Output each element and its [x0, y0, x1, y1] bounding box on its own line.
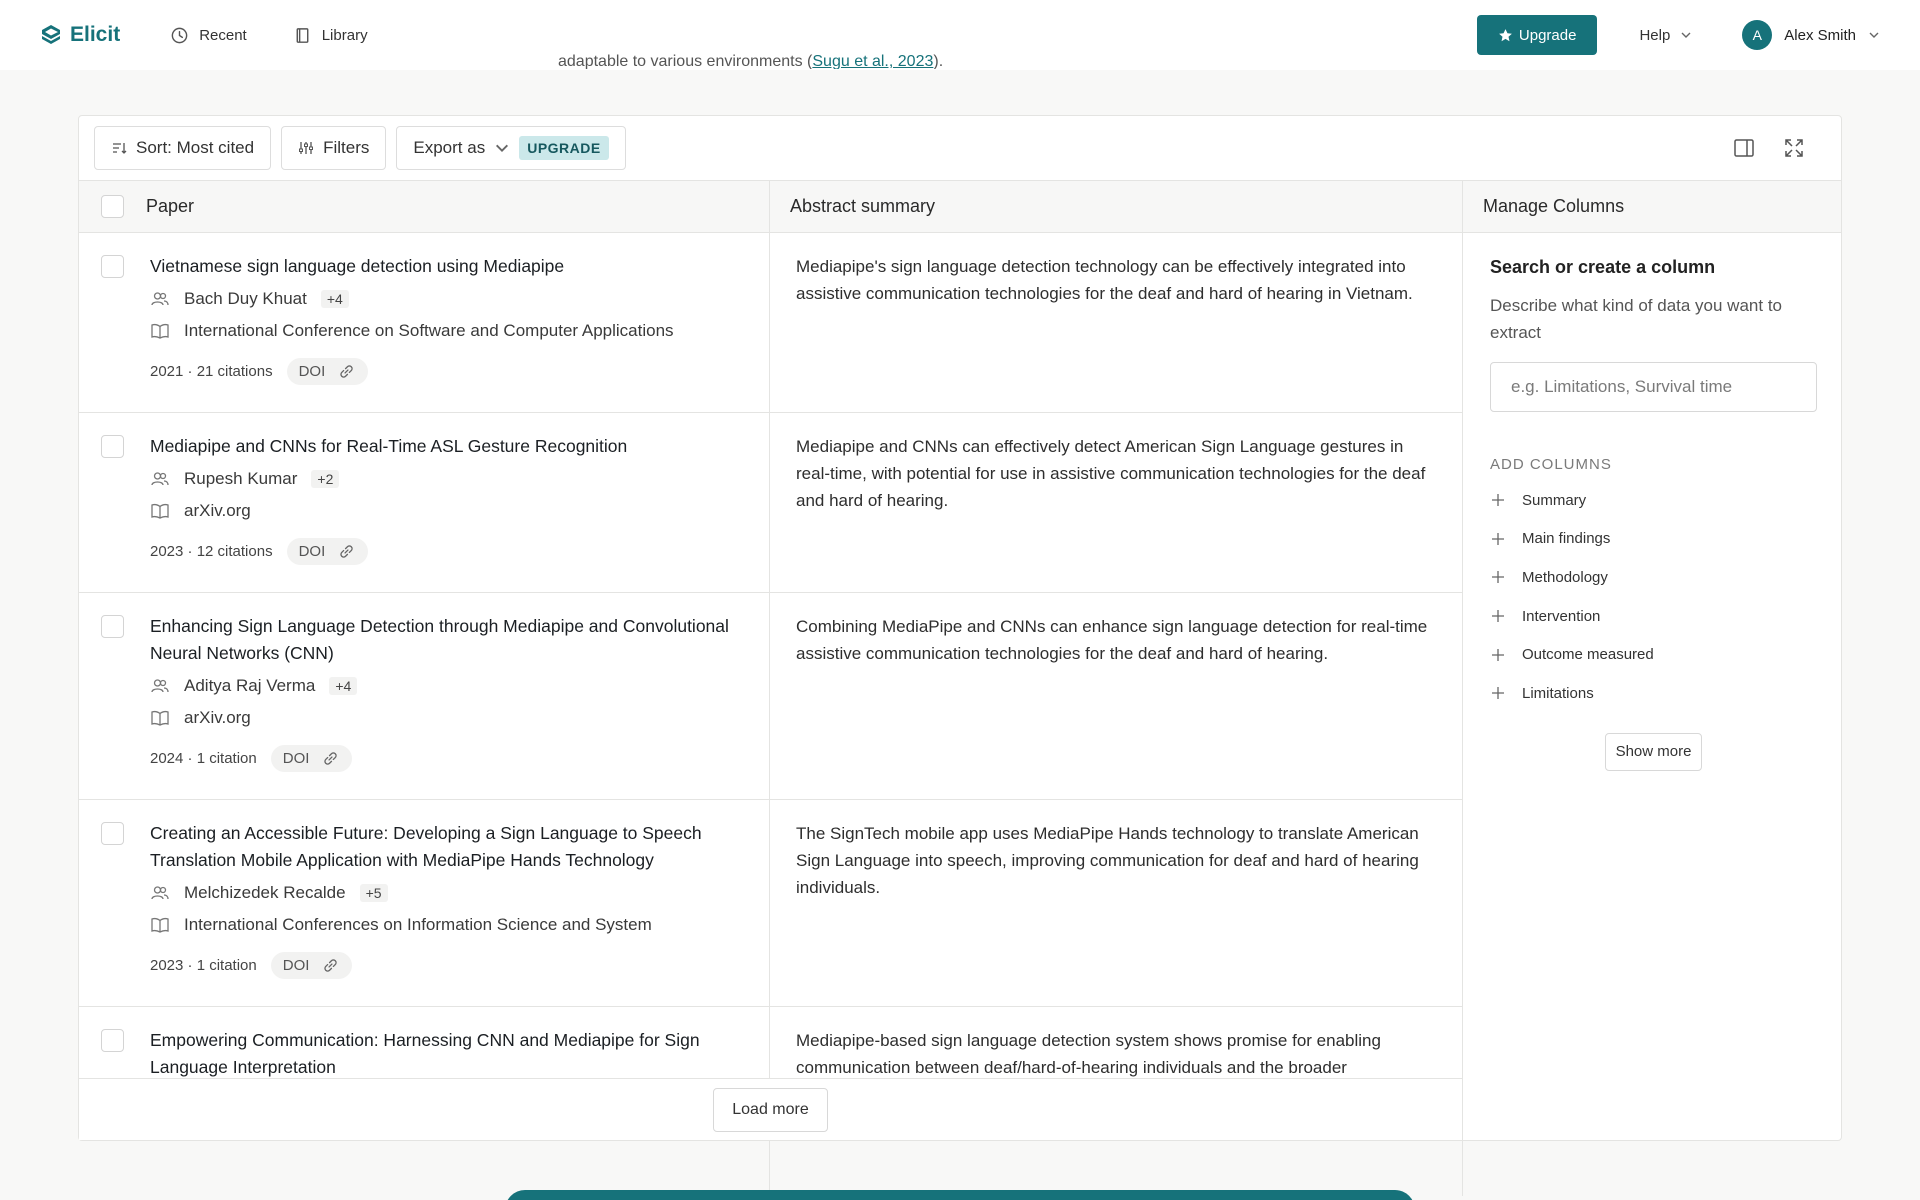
year-citations: 2023 · 1 citation — [150, 957, 257, 974]
add-column-label: Outcome measured — [1522, 646, 1654, 664]
table-row — [79, 413, 1463, 593]
link-icon — [321, 749, 340, 768]
nav-library-label: Library — [321, 26, 368, 44]
add-column-methodology[interactable] — [1490, 558, 1817, 597]
venue — [150, 500, 627, 522]
top-navigation — [0, 0, 1920, 70]
users-icon — [150, 883, 170, 903]
bookmark-icon — [293, 26, 312, 45]
paper-title[interactable]: Vietnamese sign language detection using Mediapipe — [150, 256, 565, 276]
select-all-checkbox[interactable] — [101, 195, 124, 218]
doi-label: DOI — [282, 957, 310, 974]
more-authors-count[interactable]: +2 — [311, 470, 339, 488]
paper-info — [150, 433, 627, 568]
users-icon — [150, 469, 170, 489]
table-row — [79, 233, 1463, 413]
venue — [150, 914, 747, 936]
users-icon — [150, 289, 170, 309]
book-open-icon — [150, 321, 170, 341]
bottom-action-bar[interactable] — [505, 1190, 1415, 1200]
add-column-label: Main findings — [1522, 530, 1611, 548]
add-column-outcome-measured[interactable] — [1490, 635, 1817, 674]
row-checkbox[interactable] — [101, 822, 124, 845]
elicit-logo-icon — [40, 24, 62, 46]
add-columns-label: ADD COLUMNS — [1490, 456, 1612, 473]
plus-icon — [1490, 531, 1506, 547]
show-more-wrapper — [1490, 733, 1817, 771]
paper-title[interactable]: Empowering Communication: Harnessing CNN and Mediapipe for Sign Language Interpretation — [150, 1030, 700, 1077]
doi-label: DOI — [298, 363, 326, 380]
help-label: Help — [1639, 26, 1671, 44]
abstract-summary-cell: The SignTech mobile app uses MediaPipe Hands technology to translate American Sign Language into speech, improving communication for deaf and hard of hearing individuals. — [770, 800, 1463, 1006]
authors — [150, 882, 747, 904]
background-text: adaptable to various environments ( — [558, 53, 813, 69]
more-authors-count[interactable]: +5 — [360, 884, 388, 902]
add-column-label: Limitations — [1522, 684, 1594, 702]
author-name: Rupesh Kumar — [184, 469, 298, 488]
column-search-title: Search or create a column — [1490, 257, 1716, 277]
filters-label: Filters — [323, 138, 370, 157]
paper-info — [150, 253, 674, 388]
add-column-label: Methodology — [1522, 568, 1608, 586]
author-name: Melchizedek Recalde — [184, 883, 346, 902]
venue — [150, 707, 747, 729]
add-column-main-findings[interactable] — [1490, 520, 1817, 559]
background-text-tail: ). — [933, 53, 944, 69]
venue — [150, 320, 674, 342]
nav-recent[interactable] — [170, 26, 247, 45]
upgrade-label: Upgrade — [1518, 26, 1577, 44]
row-checkbox[interactable] — [101, 255, 124, 278]
table-toolbar — [79, 116, 1841, 181]
sort-icon — [111, 140, 127, 156]
abstract-column-header[interactable] — [770, 181, 1463, 232]
paper-cell — [79, 593, 770, 799]
paper-cell — [79, 800, 770, 1006]
abstract-summary-cell: Mediapipe's sign language detection technology can be effectively integrated into assistive communication technologies for the deaf and hard of hearing in Vietnam. — [770, 233, 1463, 412]
venue-name: arXiv.org — [184, 501, 251, 520]
expand-icon[interactable] — [1782, 136, 1806, 160]
table-row — [79, 800, 1463, 1007]
avatar: A — [1742, 20, 1772, 50]
paper-cell — [79, 233, 770, 412]
plus-icon — [1490, 492, 1506, 508]
link-icon — [337, 362, 356, 381]
book-open-icon — [150, 708, 170, 728]
load-more-bar — [79, 1078, 1463, 1140]
background-text-fragment — [558, 53, 943, 69]
paper-footer — [150, 358, 674, 385]
user-menu[interactable] — [1742, 20, 1880, 50]
column-search-description: Describe what kind of data you want to extract — [1490, 296, 1782, 342]
sort-label: Sort: Most cited — [136, 138, 255, 157]
paper-title[interactable]: Mediapipe and CNNs for Real-Time ASL Gesture Recognition — [150, 436, 628, 456]
row-checkbox[interactable] — [101, 435, 124, 458]
sort-button[interactable] — [94, 126, 271, 170]
doi-link[interactable] — [287, 358, 369, 385]
table-body — [79, 233, 1463, 1196]
abstract-summary-cell: Mediapipe-based sign language detection system shows promise for enabling communication between deaf/hard-of-hearing individuals and the broader — [770, 1007, 1463, 1196]
authors — [150, 468, 627, 490]
manage-columns-panel — [1464, 233, 1843, 795]
table-row — [79, 593, 1463, 800]
book-open-icon — [150, 915, 170, 935]
nav-recent-label: Recent — [199, 26, 247, 44]
upgrade-button[interactable] — [1477, 15, 1598, 55]
paper-column-header — [79, 181, 770, 232]
year-citations: 2023 · 12 citations — [150, 543, 273, 560]
citation-link[interactable]: Sugu et al., 2023 — [812, 53, 934, 69]
paper-info — [150, 613, 747, 775]
chevron-down-icon — [1680, 29, 1692, 41]
paper-footer — [150, 952, 747, 979]
table-header — [79, 181, 1841, 233]
year-citations: 2024 · 1 citation — [150, 750, 257, 767]
plus-icon — [1490, 608, 1506, 624]
manage-header-label: Manage Columns — [1483, 196, 1625, 216]
show-more-button[interactable]: Show more — [1605, 733, 1703, 771]
help-menu[interactable] — [1639, 27, 1692, 44]
authors — [150, 675, 747, 697]
load-more-button[interactable]: Load more — [713, 1088, 828, 1132]
author-name: Aditya Raj Verma — [184, 676, 316, 695]
filters-button[interactable] — [281, 126, 386, 170]
link-icon — [337, 542, 356, 561]
user-name: Alex Smith — [1784, 26, 1856, 44]
plus-icon — [1490, 647, 1506, 663]
paper-footer — [150, 538, 627, 565]
clock-icon — [170, 26, 189, 45]
export-label: Export as — [413, 138, 486, 157]
paper-cell — [79, 413, 770, 592]
row-checkbox[interactable] — [101, 1029, 124, 1052]
manage-columns-header — [1463, 181, 1841, 232]
paper-info — [150, 820, 747, 982]
chevron-down-icon — [494, 140, 510, 156]
add-column-label: Intervention — [1522, 607, 1601, 625]
add-column-label: Summary — [1522, 491, 1587, 509]
doi-link[interactable] — [271, 952, 353, 979]
results-table-panel — [78, 115, 1842, 1141]
doi-label: DOI — [282, 750, 310, 767]
paper-footer — [150, 745, 747, 772]
link-icon — [321, 956, 340, 975]
chevron-down-icon — [1868, 29, 1880, 41]
view-controls — [1732, 136, 1806, 160]
nav-right-group — [1477, 15, 1880, 55]
more-authors-count[interactable]: +4 — [329, 677, 357, 695]
doi-link[interactable] — [271, 745, 353, 772]
abstract-summary-cell: Combining MediaPipe and CNNs can enhance sign language detection for real-time assistive communication technologies for the deaf and hard of hearing. — [770, 593, 1463, 799]
author-name: Bach Duy Khuat — [184, 289, 307, 308]
paper-title[interactable]: Enhancing Sign Language Detection through Mediapipe and Convolutional Neural Networks (CNN) — [150, 616, 729, 663]
upgrade-badge: UPGRADE — [519, 136, 609, 160]
nav-library[interactable] — [293, 26, 368, 45]
paper-header-label: Paper — [146, 196, 195, 216]
venue-name: International Conference on Software and Computer Applications — [184, 321, 674, 340]
column-search-input[interactable] — [1490, 362, 1817, 412]
brand-name: Elicit — [70, 23, 121, 46]
users-icon — [150, 676, 170, 696]
sidebar-toggle-icon[interactable] — [1732, 136, 1756, 160]
star-icon — [1498, 28, 1513, 43]
plus-icon — [1490, 569, 1506, 585]
paper-title[interactable]: Creating an Accessible Future: Developing a Sign Language to Speech Translation Mobile Application with MediaPipe Hands Technology — [150, 823, 702, 870]
sliders-icon — [298, 140, 314, 156]
export-button[interactable] — [396, 126, 625, 170]
elicit-logo[interactable] — [40, 23, 120, 47]
more-authors-count[interactable]: +4 — [321, 290, 349, 308]
venue-name: International Conferences on Information Science and System — [184, 915, 652, 934]
add-column-summary[interactable] — [1490, 481, 1817, 520]
authors — [150, 288, 674, 310]
venue-name: arXiv.org — [184, 708, 251, 727]
doi-link[interactable] — [287, 538, 369, 565]
abstract-summary-cell: Mediapipe and CNNs can effectively detect American Sign Language gestures in real-time, with potential for use in assistive communication technologies for the deaf and hard of hearing. — [770, 413, 1463, 592]
row-checkbox[interactable] — [101, 615, 124, 638]
book-open-icon — [150, 501, 170, 521]
abstract-header-label: Abstract summary — [790, 196, 936, 216]
plus-icon — [1490, 685, 1506, 701]
add-column-intervention[interactable] — [1490, 597, 1817, 636]
add-column-limitations[interactable] — [1490, 674, 1817, 713]
doi-label: DOI — [298, 543, 326, 560]
year-citations: 2021 · 21 citations — [150, 363, 273, 380]
